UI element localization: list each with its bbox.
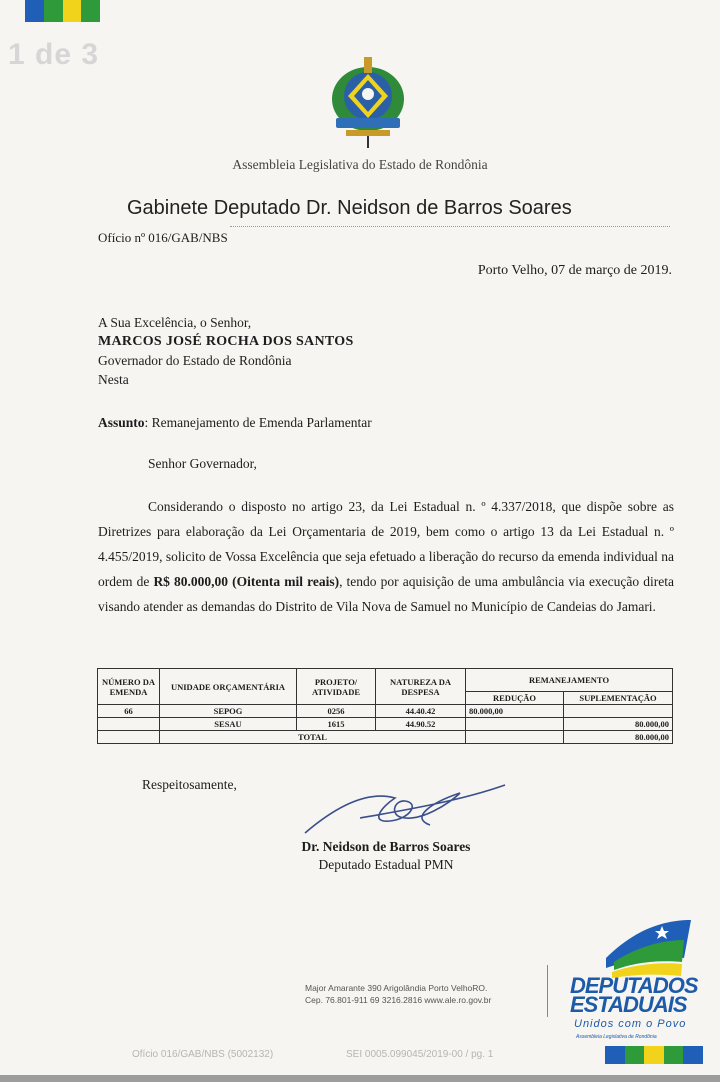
subject-line <box>98 415 372 431</box>
cell-projeto: 1615 <box>297 718 376 731</box>
cell-unidade: SEPOG <box>160 705 297 718</box>
flag-stripe-bottom <box>605 1046 703 1064</box>
footer-divider <box>547 965 548 1017</box>
table-row <box>98 705 673 718</box>
institution-name: Assembleia Legislativa do Estado de Rondônia <box>232 157 488 172</box>
deputados-estaduais-logo <box>566 918 716 1046</box>
cell-projeto: 0256 <box>297 705 376 718</box>
doc-reference-footer: Ofício 016/GAB/NBS (5002132) <box>132 1049 274 1060</box>
signer-role: Deputado Estadual PMN <box>318 857 454 872</box>
cell-numero: 66 <box>98 705 160 718</box>
header-reducao: REDUÇÃO <box>466 692 564 705</box>
remanejamento-table <box>97 668 673 744</box>
handwritten-signature <box>300 773 510 843</box>
title-divider <box>230 226 670 227</box>
subject-text: : Remanejamento de Emenda Parlamentar <box>144 415 372 430</box>
logo-line2: ESTADUAIS <box>570 992 687 1017</box>
table-total-row <box>98 731 673 744</box>
recipient-greeting: A Sua Excelência, o Senhor, <box>98 315 252 330</box>
cell-reducao: 80.000,00 <box>466 705 564 718</box>
body-text-part1: Considerando o disposto no artigo 23, da Lei Estadual n. º 4.337/2018, que dispõe sobre as Diretrizes para elaboração da Lei Orçamentaria de 2019, bem como o artigo 13 da Lei Estadual n. º 4.455/2019, solicito de Vossa Excelência que seja efetuado a liberação do recurso da emenda individual na ordem de <box>98 499 674 589</box>
header-projeto-atividade: PROJETO/ ATIVIDADE <box>297 669 376 705</box>
flag-swoosh-icon <box>566 918 716 978</box>
document-reference: Ofício nº 016/GAB/NBS <box>98 230 228 245</box>
cell-suplementacao <box>564 705 673 718</box>
state-coat-of-arms-icon <box>328 54 408 149</box>
recipient-title: Governador do Estado de Rondônia <box>98 353 292 368</box>
body-amount: R$ 80.000,00 (Oitenta mil reais) <box>153 574 340 589</box>
signer-name: Dr. Neidson de Barros Soares <box>301 839 471 854</box>
page-indicator: 1 de 3 <box>8 38 100 71</box>
body-paragraph <box>98 494 674 619</box>
recipient-name: MARCOS JOSÉ ROCHA DOS SANTOS <box>98 334 354 349</box>
cell-reducao <box>466 718 564 731</box>
salutation: Senhor Governador, <box>148 456 257 471</box>
signer-block <box>286 838 486 874</box>
total-label: TOTAL <box>160 731 466 744</box>
closing: Respeitosamente, <box>142 777 237 792</box>
header-remanejamento: REMANEJAMENTO <box>466 669 673 692</box>
logo-slogan: Unidos com o Povo <box>574 1018 687 1030</box>
cell-suplementacao: 80.000,00 <box>564 718 673 731</box>
subject-label: Assunto <box>98 415 145 430</box>
cabinet-title: Gabinete Deputado Dr. Neidson de Barros Soares <box>127 197 572 219</box>
cell-natureza: 44.40.42 <box>376 705 466 718</box>
cell-unidade: SESAU <box>160 718 297 731</box>
bottom-edge-strip <box>0 1075 720 1082</box>
footer-address <box>305 982 491 1006</box>
header-natureza-despesa: NATUREZA DA DESPESA <box>376 669 466 705</box>
footer-address-line1: Major Amarante 390 Arigolândia Porto VelhoRO. <box>305 983 488 993</box>
cell-numero <box>98 718 160 731</box>
recipient-block <box>98 313 354 389</box>
logo-subtitle: Assembleia Legislativa de Rondônia <box>576 1034 657 1040</box>
table-row <box>98 718 673 731</box>
footer-address-line2: Cep. 76.801-911 69 3216.2816 www.ale.ro.gov.br <box>305 995 492 1005</box>
total-value: 80.000,00 <box>564 731 673 744</box>
recipient-place: Nesta <box>98 372 129 387</box>
logo-wordmark <box>570 973 698 1017</box>
cell-natureza: 44.90.52 <box>376 718 466 731</box>
sei-reference-footer: SEI 0005.099045/2019-00 / pg. 1 <box>346 1049 494 1060</box>
header-numero-emenda: NÚMERO DA EMENDA <box>98 669 160 705</box>
date-line: Porto Velho, 07 de março de 2019. <box>477 263 672 278</box>
header-unidade-orcamentaria: UNIDADE ORÇAMENTÁRIA <box>160 669 297 705</box>
logo-line1: DEPUTADOS <box>570 973 698 998</box>
flag-stripe-top <box>25 0 100 22</box>
header-suplementacao: SUPLEMENTAÇÃO <box>564 692 673 705</box>
body-text-part2: , tendo por aquisição de uma ambulância via execução direta visando atender as demandas do Distrito de Vila Nova de Samuel no Município de Candeias do Jamari. <box>98 574 674 614</box>
